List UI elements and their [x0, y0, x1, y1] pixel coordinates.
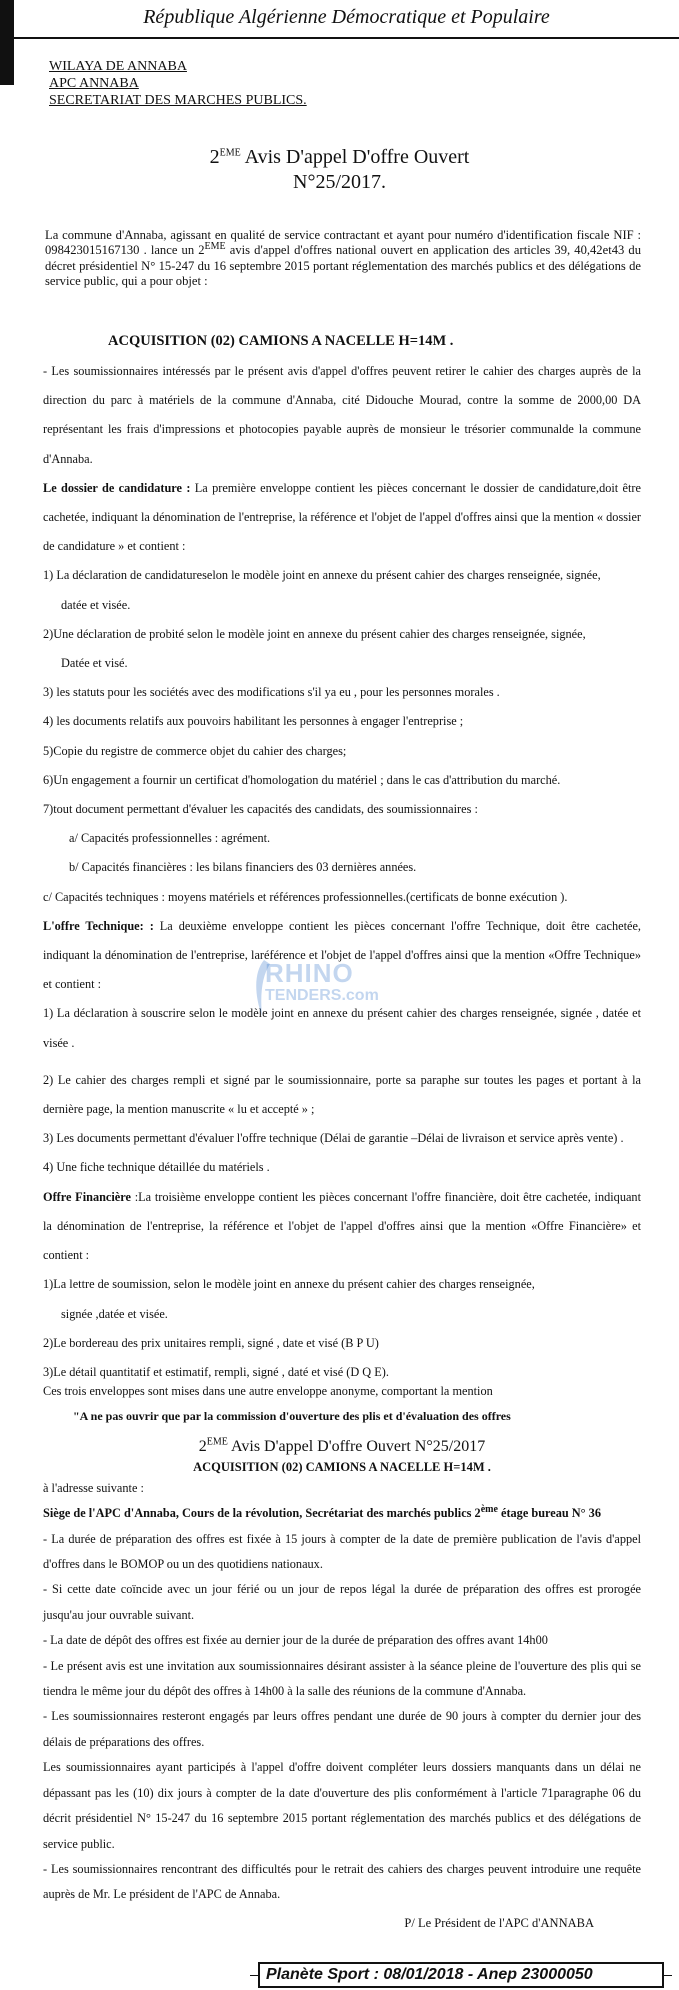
- header-divider: [14, 37, 679, 39]
- capacity-financial: b/ Capacités financières : les bilans financiers des 03 dernières années.: [69, 860, 417, 875]
- title-line1: Avis D'appel D'offre Ouvert: [240, 146, 470, 168]
- financial-item-3: 3)Le détail quantitatif et estimatif, rempli, signé , daté et visé (D Q E).: [43, 1364, 389, 1379]
- issuer-line-secretariat: SECRETARIAT DES MARCHES PUBLICS.: [49, 93, 307, 108]
- technical-item-3: 3) Les documents permettant d'évaluer l'offre technique (Délai de garantie –Délai de livraison et service après vente) .: [43, 1131, 624, 1146]
- left-black-bar: [0, 0, 14, 85]
- condition-holiday: - Si cette date coïncide avec un jour férié ou un jour de repos légal la durée de préparation des offres est prorogée jusqu'au jour ouvrable suivant.: [43, 1582, 641, 1622]
- condition-missing-documents: Les soumissionnaires ayant participés à l'appel d'offre doivent compléter leurs dossiers manquants dans un délai ne dépassant pas les (10) dix jours à compter de la date d'ouverture des plis conformément à l'article 71paragraphe 06 du décrit présidentiel N° 15-247 du 16 septembre 2015 portant réglementation des marchés publics et des délégations de service public.: [43, 1760, 641, 1851]
- issuer-line-apc: APC ANNABA: [49, 76, 139, 91]
- condition-preparation-duration: - La durée de préparation des offres est fixée à 15 jours à compter de la date de première publication de l'avis d'appel d'offres dans le BOMOP ou un des quotidiens nationaux.: [43, 1531, 641, 1572]
- title-number: N°25/2017.: [293, 171, 386, 193]
- withdrawal-paragraph: - Les soumissionnaires intéressés par le présent avis d'appel d'offres peuvent retirer le cahier des charges auprès de la direction du parc à matériels de la commune d'Annaba, cité Didouche Mourad, contre la somme de 2000,00 DA représentant les frais d'impressions et photocopies payable auprès de monsieur le trésorier communalde la commune d'Annaba.: [43, 364, 641, 466]
- technical-item-2: 2) Le cahier des charges rempli et signé par le soumissionnaire, porte sa paraphe sur toutes les pages et portant à la dernière page, la mention manuscrite « lu et accepté » ;: [43, 1072, 641, 1117]
- technical-item-4: 4) Une fiche technique détaillée du matériels .: [43, 1160, 270, 1175]
- capacity-professional: a/ Capacités professionnelles : agrément.: [69, 831, 271, 846]
- financial-offer-paragraph: Offre Financière :La troisième enveloppe contient les pièces concernant l'offre financière, doit être cachetée, indiquant la dénomination de l'entreprise, la référence et l'objet de l'appel d'offres ainsi que la mention «Offre Financière» et contient :: [43, 1189, 641, 1263]
- issuer-line-wilaya: WILAYA DE ANNABA: [49, 59, 187, 74]
- intro-paragraph: La commune d'Annaba, agissant en qualité de service contractant et ayant pour numéro d'identification fiscale NIF : 098423015167130 . lance un 2EME avis d'appel d'offres national ouvert en application des articles 39, 40,42et43 du décret présidentiel N° 15-247 du 16 septembre 2015 portant réglementation des marchés publics et des délégations de service public, qui a pour objet :: [45, 228, 641, 288]
- footer-rule-left: [250, 1975, 258, 1976]
- dossier-item-6: 6)Un engagement a fournir un certificat d'homologation du matériel ; dans le cas d'attribution du marché.: [43, 772, 561, 787]
- title-prefix: 2: [209, 146, 220, 168]
- footer-rule-right: [662, 1975, 672, 1976]
- dossier-item-4: 4) les documents relatifs aux pouvoirs habilitant les personnes à engager l'entreprise ;: [43, 714, 464, 729]
- notice-body: [43, 357, 641, 1387]
- condition-opening-invitation: - Le présent avis est une invitation aux soumissionnaires désirant assister à la séance pleine de l'ouverture des plis qui se tiendra le même jour du dépôt des offres à 14h00 à la salle des réunions de la commune d'Annaba.: [43, 1658, 641, 1699]
- dossier-item-1-cont: datée et visée.: [61, 597, 131, 612]
- address-siege: Siège de l'APC d'Annaba, Cours de la révolution, Secrétariat des marchés publics 2ème étage bureau N° 36: [43, 1504, 601, 1521]
- capacity-technical: c/ Capacités techniques : moyens matériels et références professionnelles.(certificats de bonne exécution ).: [43, 889, 568, 904]
- acquisition-object: ACQUISITION (02) CAMIONS A NACELLE H=14M .: [108, 333, 454, 349]
- address-intro: à l'adresse suivante :: [43, 1480, 144, 1495]
- notice-title: [0, 145, 679, 195]
- repeated-acquisition: ACQUISITION (02) CAMIONS A NACELLE H=14M .: [193, 1459, 491, 1474]
- envelope-mention: "A ne pas ouvrir que par la commission d'ouverture des plis et d'évaluation des offres: [73, 1409, 511, 1424]
- financial-item-1-cont: signée ,datée et visée.: [61, 1306, 168, 1321]
- signature-line: P/ Le Président de l'APC d'ANNABA: [404, 1916, 594, 1930]
- dossier-item-2-cont: Datée et visé.: [61, 656, 128, 671]
- dossier-item-7: 7)tout document permettant d'évaluer les capacités des candidats, des soumissionnaires :: [43, 802, 478, 817]
- dossier-item-2: 2)Une déclaration de probité selon le modèle joint en annexe du présent cahier des charges renseignée, signée,: [43, 626, 586, 641]
- technical-offer-paragraph: L'offre Technique: : La deuxième enveloppe contient les pièces concernant l'offre Technique, doit être cachetée, indiquant la dénomination de l'entreprise, laréférence et l'objet de l'appel d'offres ainsi que la mention «Offre Technique» et contient :: [43, 918, 641, 992]
- technical-item-1: 1) La déclaration à souscrire selon le modèle joint en annexe du présent cahier des charges renseignée, signée , datée et visée .: [43, 1006, 641, 1050]
- title-sup: EME: [219, 147, 241, 159]
- repeated-title: 2EME Avis D'appel D'offre Ouvert N°25/2017: [198, 1436, 486, 1455]
- condition-difficulties: - Les soumissionnaires rencontrant des difficultés pour le retrait des cahiers des charges peuvent introduire une requête auprès de Mr. Le président de l'APC de Annaba.: [43, 1861, 641, 1902]
- financial-item-1: 1)La lettre de soumission, selon le modèle joint en annexe du présent cahier des charges renseignée,: [43, 1277, 535, 1292]
- dossier-item-5: 5)Copie du registre de commerce objet du cahier des charges;: [43, 743, 347, 758]
- notice-tail: [43, 1379, 641, 1908]
- watermark-text: RHINO: [265, 958, 354, 988]
- condition-validity: - Les soumissionnaires resteront engagés par leurs offres pendant une durée de 90 jours à compter du dernier jour des délais de préparations des offres.: [43, 1709, 641, 1749]
- watermark-subtext: TENDERS.com: [265, 987, 379, 1004]
- dossier-item-1: 1) La déclaration de candidatureselon le modèle joint en annexe du présent cahier des charges renseignée, signée,: [43, 568, 601, 583]
- issuer-block: [49, 58, 307, 109]
- condition-deposit-date: - La date de dépôt des offres est fixée au dernier jour de la durée de préparation des offres avant 14h00: [43, 1633, 548, 1648]
- dossier-paragraph: Le dossier de candidature : La première enveloppe contient les pièces concernant le dossier de candidature,doit être cachetée, indiquant la dénomination de l'entreprise, la référence et l'objet de l'appel d'offres ainsi que la mention « dossier de candidature » et contient :: [43, 480, 641, 554]
- publication-footer: Planète Sport : 08/01/2018 - Anep 23000050: [258, 1962, 664, 1988]
- country-header: République Algérienne Démocratique et Populaire: [143, 6, 550, 28]
- financial-item-2: 2)Le bordereau des prix unitaires rempli, signé , date et visé (B P U): [43, 1335, 379, 1350]
- dossier-item-3: 3) les statuts pour les sociétés avec des modifications s'il ya eu , pour les personnes morales .: [43, 685, 500, 700]
- envelopes-sentence: Ces trois enveloppes sont mises dans une autre enveloppe anonyme, comportant la mention: [43, 1384, 493, 1398]
